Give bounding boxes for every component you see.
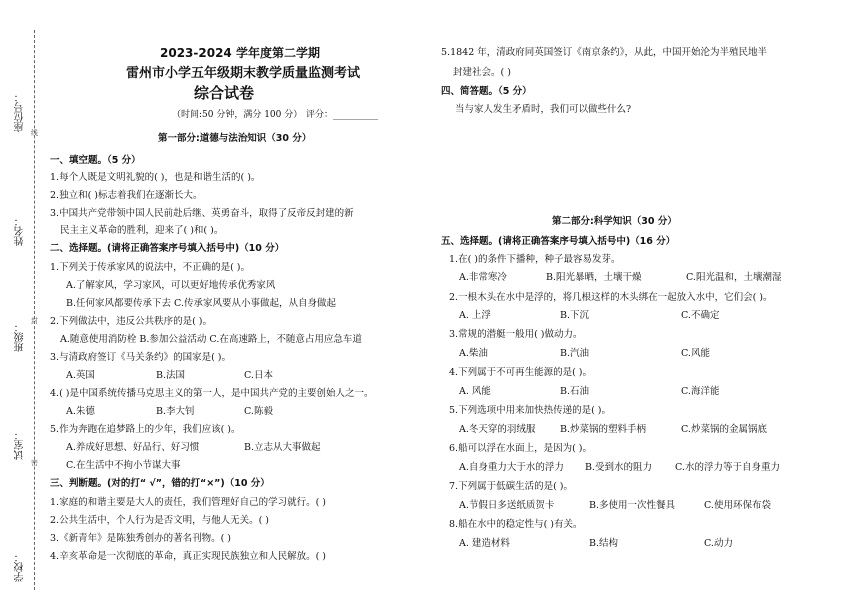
- question-text: 3.《新青年》是陈独秀创办的著名刊物。( ): [50, 533, 231, 544]
- option-b: B.石油: [560, 386, 590, 397]
- seal-char-line: 线: [31, 129, 38, 137]
- option-a: A. 上浮: [459, 310, 491, 321]
- seal-line: [34, 30, 35, 590]
- seat-number-label: 座位号：: [15, 92, 26, 132]
- option-b: B.多使用一次性餐具: [589, 500, 676, 511]
- question-text: 7.下列属于低碳生活的是( )。: [449, 481, 573, 492]
- question-text: 1.家庭的和谐主要是大人的责任，我们管理好自己的学习就行。( ): [50, 497, 326, 508]
- option-c: C.炒菜锅的金属锅底: [681, 424, 767, 435]
- section5-title: 五、选择题。(请将正确答案序号填入括号中)（16 分）: [441, 236, 676, 247]
- option-a: A.朱德: [66, 406, 95, 417]
- option-c: C.动力: [704, 538, 733, 549]
- answer-space[interactable]: [455, 118, 815, 208]
- binding-margin: [4, 0, 44, 608]
- question-text: 1.下列关于传承家风的说法中，不正确的是( )。: [50, 262, 250, 273]
- question-text: 当与家人发生矛盾时，我们可以做些什么?: [455, 104, 632, 115]
- paper-title: 综合试卷: [194, 84, 255, 102]
- name-label: 姓名：: [15, 216, 26, 246]
- exam-info: （时间:50 分钟，满分 100 分）: [172, 110, 303, 120]
- option-c: C.日本: [244, 370, 273, 381]
- option-b: B.立志从大事做起: [244, 442, 321, 453]
- question-text: 3.常规的潜艇一般用( )做动力。: [449, 329, 583, 340]
- question-text: 1.在( )的条件下播种，种子最容易发芽。: [449, 254, 621, 265]
- option-c: C.在生活中不拘小节谋大事: [66, 460, 181, 471]
- year-title: 2023-2024 学年度第二学期: [160, 46, 320, 60]
- option-a: A.养成好思想、好品行、好习惯: [66, 442, 200, 453]
- option-c: C.风能: [681, 348, 710, 359]
- option-b: B.炒菜锅的塑料手柄: [560, 424, 647, 435]
- option-a: A.冬天穿的羽绒服: [459, 424, 536, 435]
- question-text: 1.每个人既是文明礼貌的( )，也是和谐生活的( )。: [50, 172, 261, 183]
- part1-title: 第一部分:道德与法治知识（30 分）: [158, 133, 312, 144]
- section2-title: 二、选择题。(请将正确答案序号填入括号中)（10 分）: [50, 243, 285, 254]
- question-text: 3.与清政府签订《马关条约》的国家是( )。: [50, 352, 231, 363]
- option-a: A.柴油: [459, 348, 488, 359]
- question-text: 2.独立和( )标志着我们在逐渐长大。: [50, 190, 203, 201]
- question-text: 5.下列选项中用来加快热传递的是( )。: [449, 405, 611, 416]
- option-a: A.非常寒冷: [459, 272, 507, 283]
- option-c: C.海洋能: [681, 386, 720, 397]
- question-text: 2.公共生活中，个人行为是否文明，与他人无关。( ): [50, 515, 269, 526]
- option-c: C.阳光温和，土壤潮湿: [686, 272, 782, 283]
- school-label: 学校：: [15, 552, 26, 582]
- exam-title: 雷州市小学五年级期末教学质量监测考试: [126, 66, 361, 81]
- option-text: A.随意使用消防栓 B.参加公益活动 C.在高速路上，不随意占用应急车道: [60, 334, 362, 345]
- option-a: A.英国: [66, 370, 95, 381]
- question-text: 5.1842 年，清政府同英国签订《南京条约》，从此，中国开始沦为半殖民地半: [441, 47, 768, 58]
- option-a: A. 风能: [459, 386, 491, 397]
- option-b: B.下沉: [560, 310, 590, 321]
- part2-title: 第二部分:科学知识（30 分）: [552, 216, 677, 227]
- option-c: C.不确定: [681, 310, 720, 321]
- exam-room-label: 试室：: [15, 430, 26, 460]
- score-field[interactable]: 评分：__________: [306, 110, 379, 120]
- question-text: 4.辛亥革命是一次彻底的革命，真正实现民族独立和人民解放。( ): [50, 551, 326, 562]
- question-text: 民主主义革命的胜利，迎来了( )和( )。: [60, 225, 224, 236]
- question-text: 3.中国共产党带领中国人民前赴后继、英勇奋斗，取得了反帝反封建的新: [50, 208, 354, 219]
- option-c: C.使用环保布袋: [704, 500, 771, 511]
- option-text: A.了解家风，学习家风，可以更好地传承优秀家风: [66, 280, 276, 291]
- question-text: 5.作为奔跑在追梦路上的少年，我们应该( )。: [50, 424, 241, 435]
- section3-title: 三、判断题。(对的打“ √”，错的打“×”)（10 分）: [50, 478, 270, 489]
- section1-title: 一、填空题。（5 分）: [50, 155, 141, 166]
- option-b: B.受到水的阻力: [585, 462, 653, 473]
- seal-char-dense: 密: [31, 459, 38, 467]
- class-label: 班级：: [15, 322, 26, 352]
- seal-char-seal: 封: [31, 317, 38, 325]
- question-text: 2.下列做法中，违反公共秩序的是( )。: [50, 316, 212, 327]
- question-text: 4.( )是中国系统传播马克思主义的第一人，是中国共产党的主要创始人之一。: [50, 388, 374, 399]
- option-b: B.法国: [156, 370, 186, 381]
- option-b: B.结构: [589, 538, 619, 549]
- question-text: 8.船在水中的稳定性与( )有关。: [449, 519, 583, 530]
- question-text: 封建社会。( ): [453, 67, 511, 78]
- option-b: B.汽油: [560, 348, 590, 359]
- question-text: 2.一根木头在水中是浮的，将几根这样的木头绑在一起放入水中，它们会( )。: [449, 292, 773, 303]
- question-text: 6.船可以浮在水面上，是因为( )。: [449, 443, 592, 454]
- option-c: C.陈毅: [244, 406, 273, 417]
- option-text: B.任何家风都要传承下去 C.传承家风要从小事做起，从自身做起: [66, 298, 336, 309]
- option-a: A.自身重力大于水的浮力: [459, 462, 564, 473]
- option-a: A. 建造材料: [459, 538, 510, 549]
- option-c: C.水的浮力等于自身重力: [675, 462, 780, 473]
- option-b: B.李大钊: [156, 406, 195, 417]
- option-a: A.节假日多送纸质贺卡: [459, 500, 555, 511]
- option-b: B.阳光暴晒，土壤干燥: [546, 272, 642, 283]
- section4-title: 四、简答题。（5 分）: [441, 86, 532, 97]
- question-text: 4.下列属于不可再生能源的是( )。: [449, 367, 592, 378]
